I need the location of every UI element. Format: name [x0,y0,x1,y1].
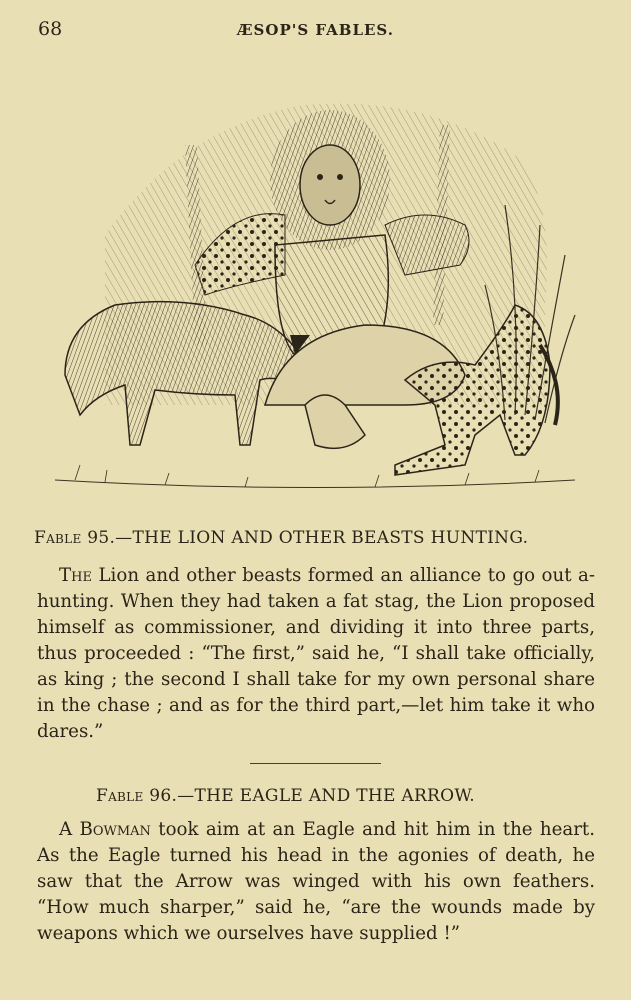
engraving-illustration [45,85,585,500]
fable-95-heading: 95.—THE LION AND OTHER BEASTS HUNTING. [87,528,529,548]
fable-96-heading: 96.—THE EAGLE AND THE ARROW. [149,786,475,806]
fable-96-text: took aim at an Eagle and hit him in the heart. As the Eagle turned his head in the agonies of death, he saw that the Arrow was winged with his own feathers. “How much sharper,” said he, “are the wounds made by weapons which we ourselves have supplied !” [37,819,596,944]
running-title: ÆSOP'S FABLES. [237,21,394,39]
section-divider [250,763,381,764]
fable-95-label: Fable [34,528,82,548]
fable-95-text: Lion and other beasts formed an alliance to go out a-hunting. When they had taken a fat stag, the Lion proposed himself as commissioner, and dividing it into three parts, thus proceeded : “The first,” said he, “I shall take officially, as king ; the second I shall take for my own personal share in the chase ; and as for the third part,—let him take it who dares.” [37,565,595,742]
ground-grass [75,465,539,487]
fable-95-lead: The [59,565,92,586]
fable-96-lead: A Bowman [59,819,151,840]
fable-96-body [37,817,595,947]
fable-96-label: Fable [96,786,144,806]
ground-line [55,480,575,488]
fable-96-title [96,786,566,806]
page-number: 68 [38,18,63,40]
fable-95-body [37,563,595,745]
fable-95-title [34,528,597,548]
page-header [38,18,593,48]
